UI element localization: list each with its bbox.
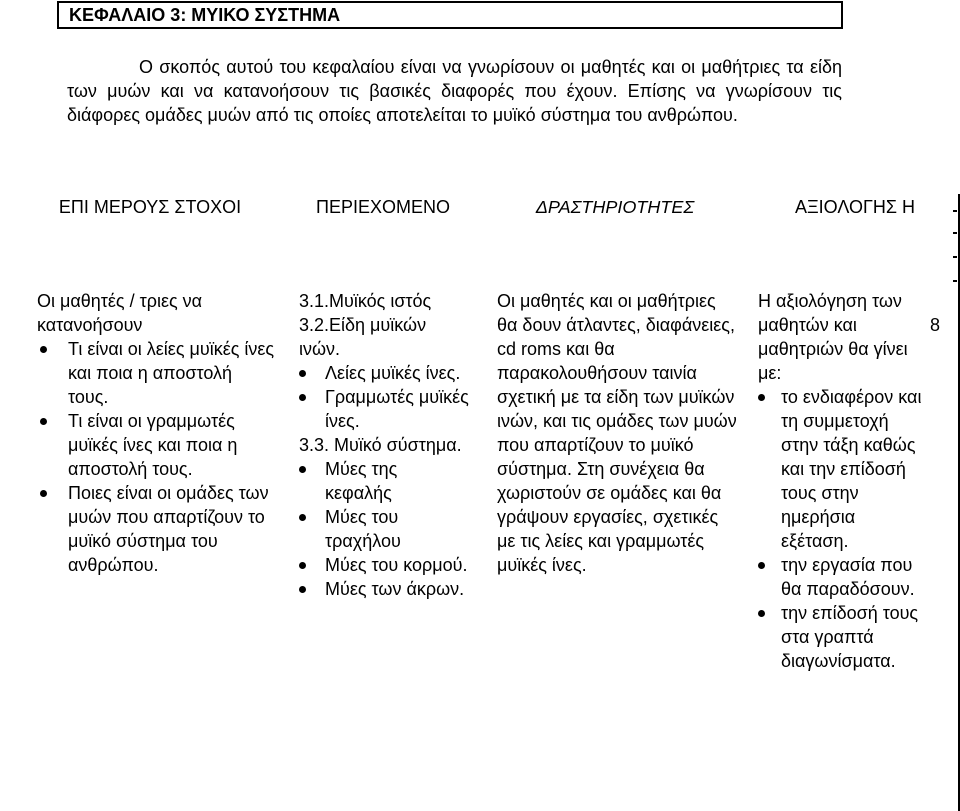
intro-text: Ο σκοπός αυτού του κεφαλαίου είναι να γνωρίσουν οι μαθητές και οι μαθήτριες τα είδη των μυών και να κατανοήσουν τις βασικές διαφορές που έχουν. Επίσης να γνωρίσουν τις διάφορες ομάδες μυών από τις οποίες αποτελείται το μυϊκό σύστημα του ανθρώπου.	[67, 57, 842, 125]
goals-list	[37, 337, 277, 577]
list-item: Ποιες είναι οι ομάδες των μυών που απαρτίζουν το μυϊκό σύστημα του ανθρώπου.	[37, 481, 277, 577]
content-list	[299, 361, 469, 433]
list-item: Μύες του τραχήλου	[299, 505, 469, 553]
bullet-icon	[299, 514, 306, 521]
chapter-title: ΚΕΦΑΛΑΙΟ 3: ΜΥΙΚΟ ΣΥΣΤΗΜΑ	[57, 1, 843, 29]
header-activities: ΔΡΑΣΤΗΡΙΟΤΗΤΕΣ	[535, 197, 695, 217]
content-cell	[299, 289, 469, 601]
content-line: 3.1.Μυϊκός ιστός	[299, 291, 432, 311]
edge-mark	[953, 210, 957, 212]
activities-text: Οι μαθητές και οι μαθήτριες θα δουν άτλαντες, διαφάνειες, cd roms και θα παρακολουθήσουν ταινία σχετική με τα είδη των μυϊκών ινών, και τις ομάδες των μυών που απαρτίζουν το μυϊκό σύστημα. Στη συνέχεια θα χωριστούν σε ομάδες και θα γράψουν εργασίες, σχετικές με τις λείες και γραμμωτές μυϊκές ίνες.	[497, 291, 737, 575]
bullet-icon	[40, 346, 47, 353]
bullet-icon	[758, 562, 765, 569]
list-item: Μύες των άκρων.	[299, 577, 469, 601]
list-item: Γραμμωτές μυϊκές ίνες.	[299, 385, 469, 433]
list-item: Λείες μυϊκές ίνες.	[299, 361, 469, 385]
list-item: το ενδιαφέρον και τη συμμετοχή στην τάξη καθώς και την επίδοσή τους στην ημερήσια εξέταση.	[755, 385, 925, 553]
bullet-icon	[40, 418, 47, 425]
edge-mark	[953, 280, 957, 282]
header-content: ΠΕΡΙΕΧΟΜΕΝΟ	[315, 197, 451, 217]
list-item: την επίδοσή τους στα γραπτά διαγωνίσματα.	[755, 601, 925, 673]
edge-mark	[953, 256, 957, 258]
list-item: Μύες του κορμού.	[299, 553, 469, 577]
assessment-intro: Η αξιολόγηση των μαθητών και μαθητριών θα γίνει με:	[758, 291, 908, 383]
assessment-cell	[755, 289, 925, 673]
goals-cell	[37, 289, 277, 577]
page-number: 8	[930, 315, 941, 335]
bullet-icon	[758, 394, 765, 401]
list-item: Τι είναι οι λείες μυϊκές ίνες και ποια η αποστολή τους.	[37, 337, 277, 409]
intro-paragraph	[67, 55, 842, 127]
list-item: Τι είναι οι γραμμωτές μυϊκές ίνες και ποια η αποστολή τους.	[37, 409, 277, 481]
goals-intro: Οι μαθητές / τριες να κατανοήσουν	[37, 291, 203, 335]
bullet-icon	[758, 610, 765, 617]
assessment-list	[755, 385, 925, 673]
bullet-icon	[299, 370, 306, 377]
bullet-icon	[299, 466, 306, 473]
header-assessment: ΑΞΙΟΛΟΓΗΣ Η	[794, 197, 916, 217]
activities-cell	[497, 289, 739, 577]
bullet-icon	[40, 490, 47, 497]
bullet-icon	[299, 586, 306, 593]
content-list	[299, 457, 469, 601]
content-line: 3.3. Μυϊκό σύστημα.	[299, 435, 462, 455]
list-item: την εργασία που θα παραδόσουν.	[755, 553, 925, 601]
bullet-icon	[299, 394, 306, 401]
list-item: Μύες της κεφαλής	[299, 457, 469, 505]
content-line: 3.2.Είδη μυϊκών ινών.	[299, 315, 427, 359]
header-goals: ΕΠΙ ΜΕΡΟΥΣ ΣΤΟΧΟΙ	[58, 197, 242, 217]
bullet-icon	[299, 562, 306, 569]
edge-mark	[953, 232, 957, 234]
